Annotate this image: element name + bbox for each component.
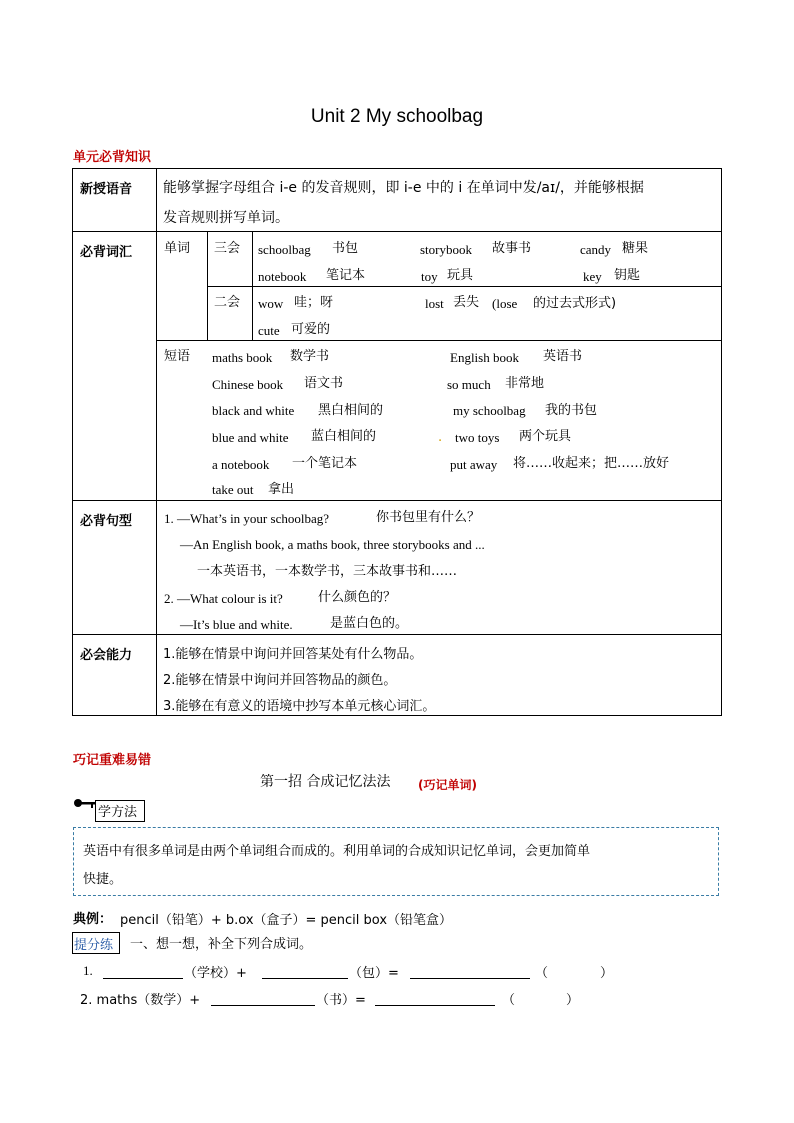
phrase-en: take out: [212, 482, 254, 497]
ability-item: 3.能够在有意义的语境中抄写本单元核心词汇。: [163, 699, 436, 714]
phrase-cn: 一个笔记本: [292, 456, 358, 471]
answer-1: —An English book, a maths book, three storybooks and ...: [180, 537, 485, 552]
word-cn: 故事书: [492, 241, 532, 256]
sanhui-label: 三会: [214, 241, 241, 256]
paren-open: （: [535, 966, 549, 981]
practice-label: 提分练: [74, 938, 114, 953]
method-text-line2: 快捷。: [83, 872, 123, 887]
answer-2-cn: 是蓝白色的。: [330, 616, 409, 631]
exercise-1-part-a: （学校）+: [184, 966, 247, 981]
section-heading-unit-knowledge: 单元必背知识: [73, 150, 152, 165]
trick-subtitle: (巧记单词): [418, 778, 477, 792]
page-title: Unit 2 My schoolbag: [310, 106, 484, 127]
word-en: cute: [258, 323, 280, 338]
paren-close: ）: [600, 966, 614, 981]
answer-1-cn: 一本英语书，一本数学书，三本故事书和……: [197, 564, 458, 579]
ability-item: 1.能够在情景中询问并回答某处有什么物品。: [163, 647, 423, 662]
dot-mark: .: [438, 430, 443, 445]
phrase-en: blue and white: [212, 430, 289, 445]
word-en: key: [583, 269, 602, 284]
phrase-cn: 数学书: [290, 349, 330, 364]
question-2-cn: 什么颜色的？: [318, 590, 397, 605]
words-label: 单词: [164, 241, 191, 256]
section-heading-tricks: 巧记重难易错: [73, 753, 152, 768]
blank-bag[interactable]: [262, 978, 348, 979]
example-text: pencil（铅笔）+ b.ox（盒子）= pencil box（铅笔盒）: [120, 913, 453, 928]
phonics-text-line1: 能够掌握字母组合 i-e 的发音规则，即 i-e 中的 i 在单词中发/aɪ/，并能够根据: [163, 180, 644, 196]
abilities-label: 必会能力: [80, 648, 133, 663]
phrase-cn: 将……收起来；把……放好: [513, 456, 670, 471]
word-cn: 玩具: [447, 268, 474, 283]
phrases-label: 短语: [164, 349, 191, 364]
phrase-en: two toys: [455, 430, 500, 445]
answer-2: —It’s blue and white.: [180, 617, 293, 632]
phrase-en: put away: [450, 457, 498, 472]
phrase-cn: 拿出: [268, 482, 295, 497]
phonics-label: 新授语音: [80, 182, 133, 197]
phrase-cn: 英语书: [543, 349, 583, 364]
blank-school[interactable]: [103, 978, 183, 979]
erhui-label: 二会: [214, 295, 241, 310]
phrase-en: a notebook: [212, 457, 270, 472]
blank-book[interactable]: [211, 1005, 315, 1006]
word-cn: 书包: [332, 241, 359, 256]
word-cn: 笔记本: [326, 268, 366, 283]
word-cn: 钥匙: [614, 268, 641, 283]
method-label: 学方法: [98, 805, 138, 820]
phrase-cn: 非常地: [505, 376, 545, 391]
question-2: 2. —What colour is it?: [164, 591, 283, 606]
phrase-cn: 蓝白相间的: [311, 429, 377, 444]
phrase-en: so much: [447, 377, 491, 392]
method-text-line1: 英语中有很多单词是由两个单词组合而成的。利用单词的合成知识记忆单词，会更加简单: [83, 844, 591, 859]
word-en: lost: [425, 296, 444, 311]
phrase-en: Chinese book: [212, 377, 284, 392]
practice-instruction: 一、想一想，补全下列合成词。: [130, 937, 313, 952]
paren-open: （: [502, 993, 516, 1008]
trick-title: 第一招 合成记忆法法: [260, 774, 391, 790]
word-en: wow: [258, 296, 284, 311]
exercise-1-part-b: （包）=: [349, 966, 399, 981]
phrase-en: maths book: [212, 350, 273, 365]
word-en: notebook: [258, 269, 307, 284]
word-en: schoolbag: [258, 242, 311, 257]
word-en: storybook: [420, 242, 472, 257]
vocab-label: 必背词汇: [80, 245, 133, 260]
word-cn: 可爱的: [291, 322, 331, 337]
blank-compound-2[interactable]: [375, 1005, 495, 1006]
question-1: 1. —What’s in your schoolbag?: [164, 511, 329, 526]
word-cn: 糖果: [622, 241, 649, 256]
method-box: [73, 827, 719, 896]
phrase-cn: 两个玩具: [519, 429, 572, 444]
lose-note-cn: 的过去式形式): [533, 296, 617, 311]
phrase-cn: 语文书: [304, 376, 344, 391]
lose-note-en: (lose: [492, 296, 518, 311]
phrase-en: English book: [450, 350, 519, 365]
example-label: 典例：: [73, 912, 113, 927]
phrase-en: my schoolbag: [453, 403, 526, 418]
phrase-cn: 黑白相间的: [318, 403, 384, 418]
exercise-2-prefix: 2. maths（数学）+: [80, 993, 201, 1008]
exercise-1-number: 1.: [83, 963, 93, 978]
paren-close: ）: [566, 993, 580, 1008]
question-1-cn: 你书包里有什么？: [376, 510, 481, 525]
word-cn: 哇；呀: [294, 295, 334, 310]
word-cn: 丢失: [453, 295, 480, 310]
phrase-en: black and white: [212, 403, 295, 418]
exercise-2-part-b: （书）=: [316, 993, 366, 1008]
word-en: candy: [580, 242, 612, 257]
word-en: toy: [421, 269, 438, 284]
ability-item: 2.能够在情景中询问并回答物品的颜色。: [163, 673, 397, 688]
blank-compound-1[interactable]: [410, 978, 530, 979]
phonics-text-line2: 发音规则拼写单词。: [163, 210, 289, 226]
phrase-cn: 我的书包: [545, 403, 598, 418]
sentences-label: 必背句型: [80, 514, 133, 529]
